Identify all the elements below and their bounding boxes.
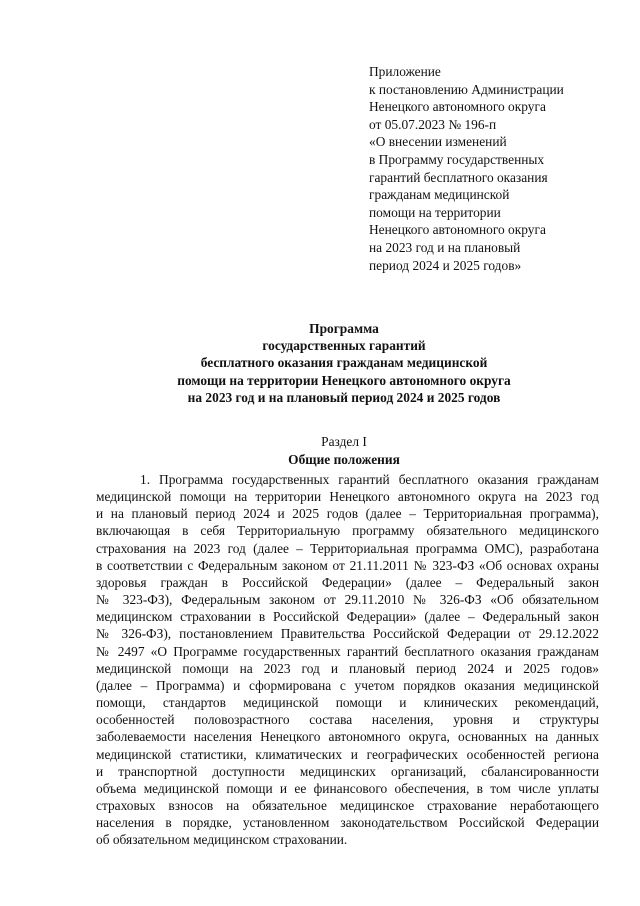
appendix-line: на 2023 год и на плановый — [369, 239, 521, 255]
appendix-line: период 2024 и 2025 годов» — [369, 257, 522, 273]
appendix-line: помощи на территории — [369, 204, 501, 220]
document-title — [96, 320, 592, 406]
title-line: бесплатного оказания гражданам медицинской — [200, 355, 488, 371]
appendix-line: Ненецкого автономного округа — [369, 222, 546, 238]
appendix-line: Приложение — [369, 64, 441, 79]
paragraph-line: (далее – Программа) и сформирована с учетом порядков оказания медицинской — [96, 677, 599, 693]
paragraph-line: медицинском страховании в Российской Федерации» (далее – Федеральный закон — [96, 609, 599, 625]
paragraph-line: здоровья граждан в Российской Федерации» (далее – Федеральный закон — [96, 574, 599, 590]
paragraph-line: и транспортной доступности медицинских организаций, сбалансированности — [96, 763, 599, 779]
section-label: Раздел I — [321, 434, 367, 449]
body-paragraph — [96, 471, 599, 848]
paragraph-line: медицинской помощи на 2023 год и плановый период 2024 и 2025 годов» — [96, 660, 599, 676]
paragraph-line: № 326-ФЗ), постановлением Правительства Российской Федерации от 29.12.2022 — [96, 626, 599, 642]
paragraph-line: особенностей половозрастного состава населения, уровня и структуры — [96, 712, 599, 728]
paragraph-line: заболеваемости населения Ненецкого автономного округа, основанных на данных — [96, 729, 599, 745]
paragraph-line: медицинской статистики, климатических и географических особенностей региона — [96, 746, 599, 762]
paragraph-line: 1. Программа государственных гарантий бесплатного оказания гражданам — [140, 472, 599, 487]
paragraph-line: медицинской помощи на территории Ненецкого автономного округа на 2023 год — [96, 489, 599, 505]
appendix-block — [369, 63, 599, 274]
title-line: на 2023 год и на плановый период 2024 и 2025 годов — [187, 389, 501, 405]
appendix-line: гарантий бесплатного оказания — [369, 169, 548, 185]
appendix-line: «О внесении изменений — [369, 134, 507, 150]
title-line: помощи на территории Ненецкого автономного округа — [177, 372, 511, 388]
title-line: Программа — [309, 321, 379, 336]
paragraph-line: и на плановый период 2024 и 2025 годов (далее – Территориальная программа), — [96, 506, 599, 522]
appendix-line: к постановлению Администрации — [369, 81, 564, 97]
paragraph-line: населения в порядке, установленном законодательством Российской Федерации — [96, 815, 599, 831]
appendix-line: Ненецкого автономного округа — [369, 99, 546, 115]
appendix-line: от 05.07.2023 № 196-п — [369, 116, 497, 132]
appendix-line: гражданам медицинской — [369, 187, 510, 203]
paragraph-line: объема медицинской помощи и ее финансового обеспечения, в том числе уплаты — [96, 780, 599, 796]
paragraph-line: в соответствии с Федеральным законом от 21.11.2011 № 323-ФЗ «Об основах охраны — [96, 557, 599, 573]
paragraph-line: страхования на 2023 год (далее – Территориальная программа ОМС), разработана — [96, 540, 599, 556]
paragraph-line: страховых взносов на обязательное медицинское страхование неработающего — [96, 797, 599, 813]
paragraph-line: об обязательном медицинском страховании. — [96, 832, 348, 848]
paragraph-line: № 323-ФЗ), Федеральным законом от 29.11.2010 № 326-ФЗ «Об обязательном — [96, 592, 599, 608]
paragraph-line: включающая в себя Территориальную программу обязательного медицинского — [96, 523, 599, 539]
paragraph-line: № 2497 «О Программе государственных гарантий бесплатного оказания гражданам — [96, 643, 599, 659]
title-line: государственных гарантий — [262, 338, 426, 354]
appendix-line: в Программу государственных — [369, 151, 545, 167]
section-heading: Общие положения — [288, 452, 400, 467]
paragraph-line: помощи, стандартов медицинской помощи и клинических рекомендаций, — [96, 695, 599, 711]
